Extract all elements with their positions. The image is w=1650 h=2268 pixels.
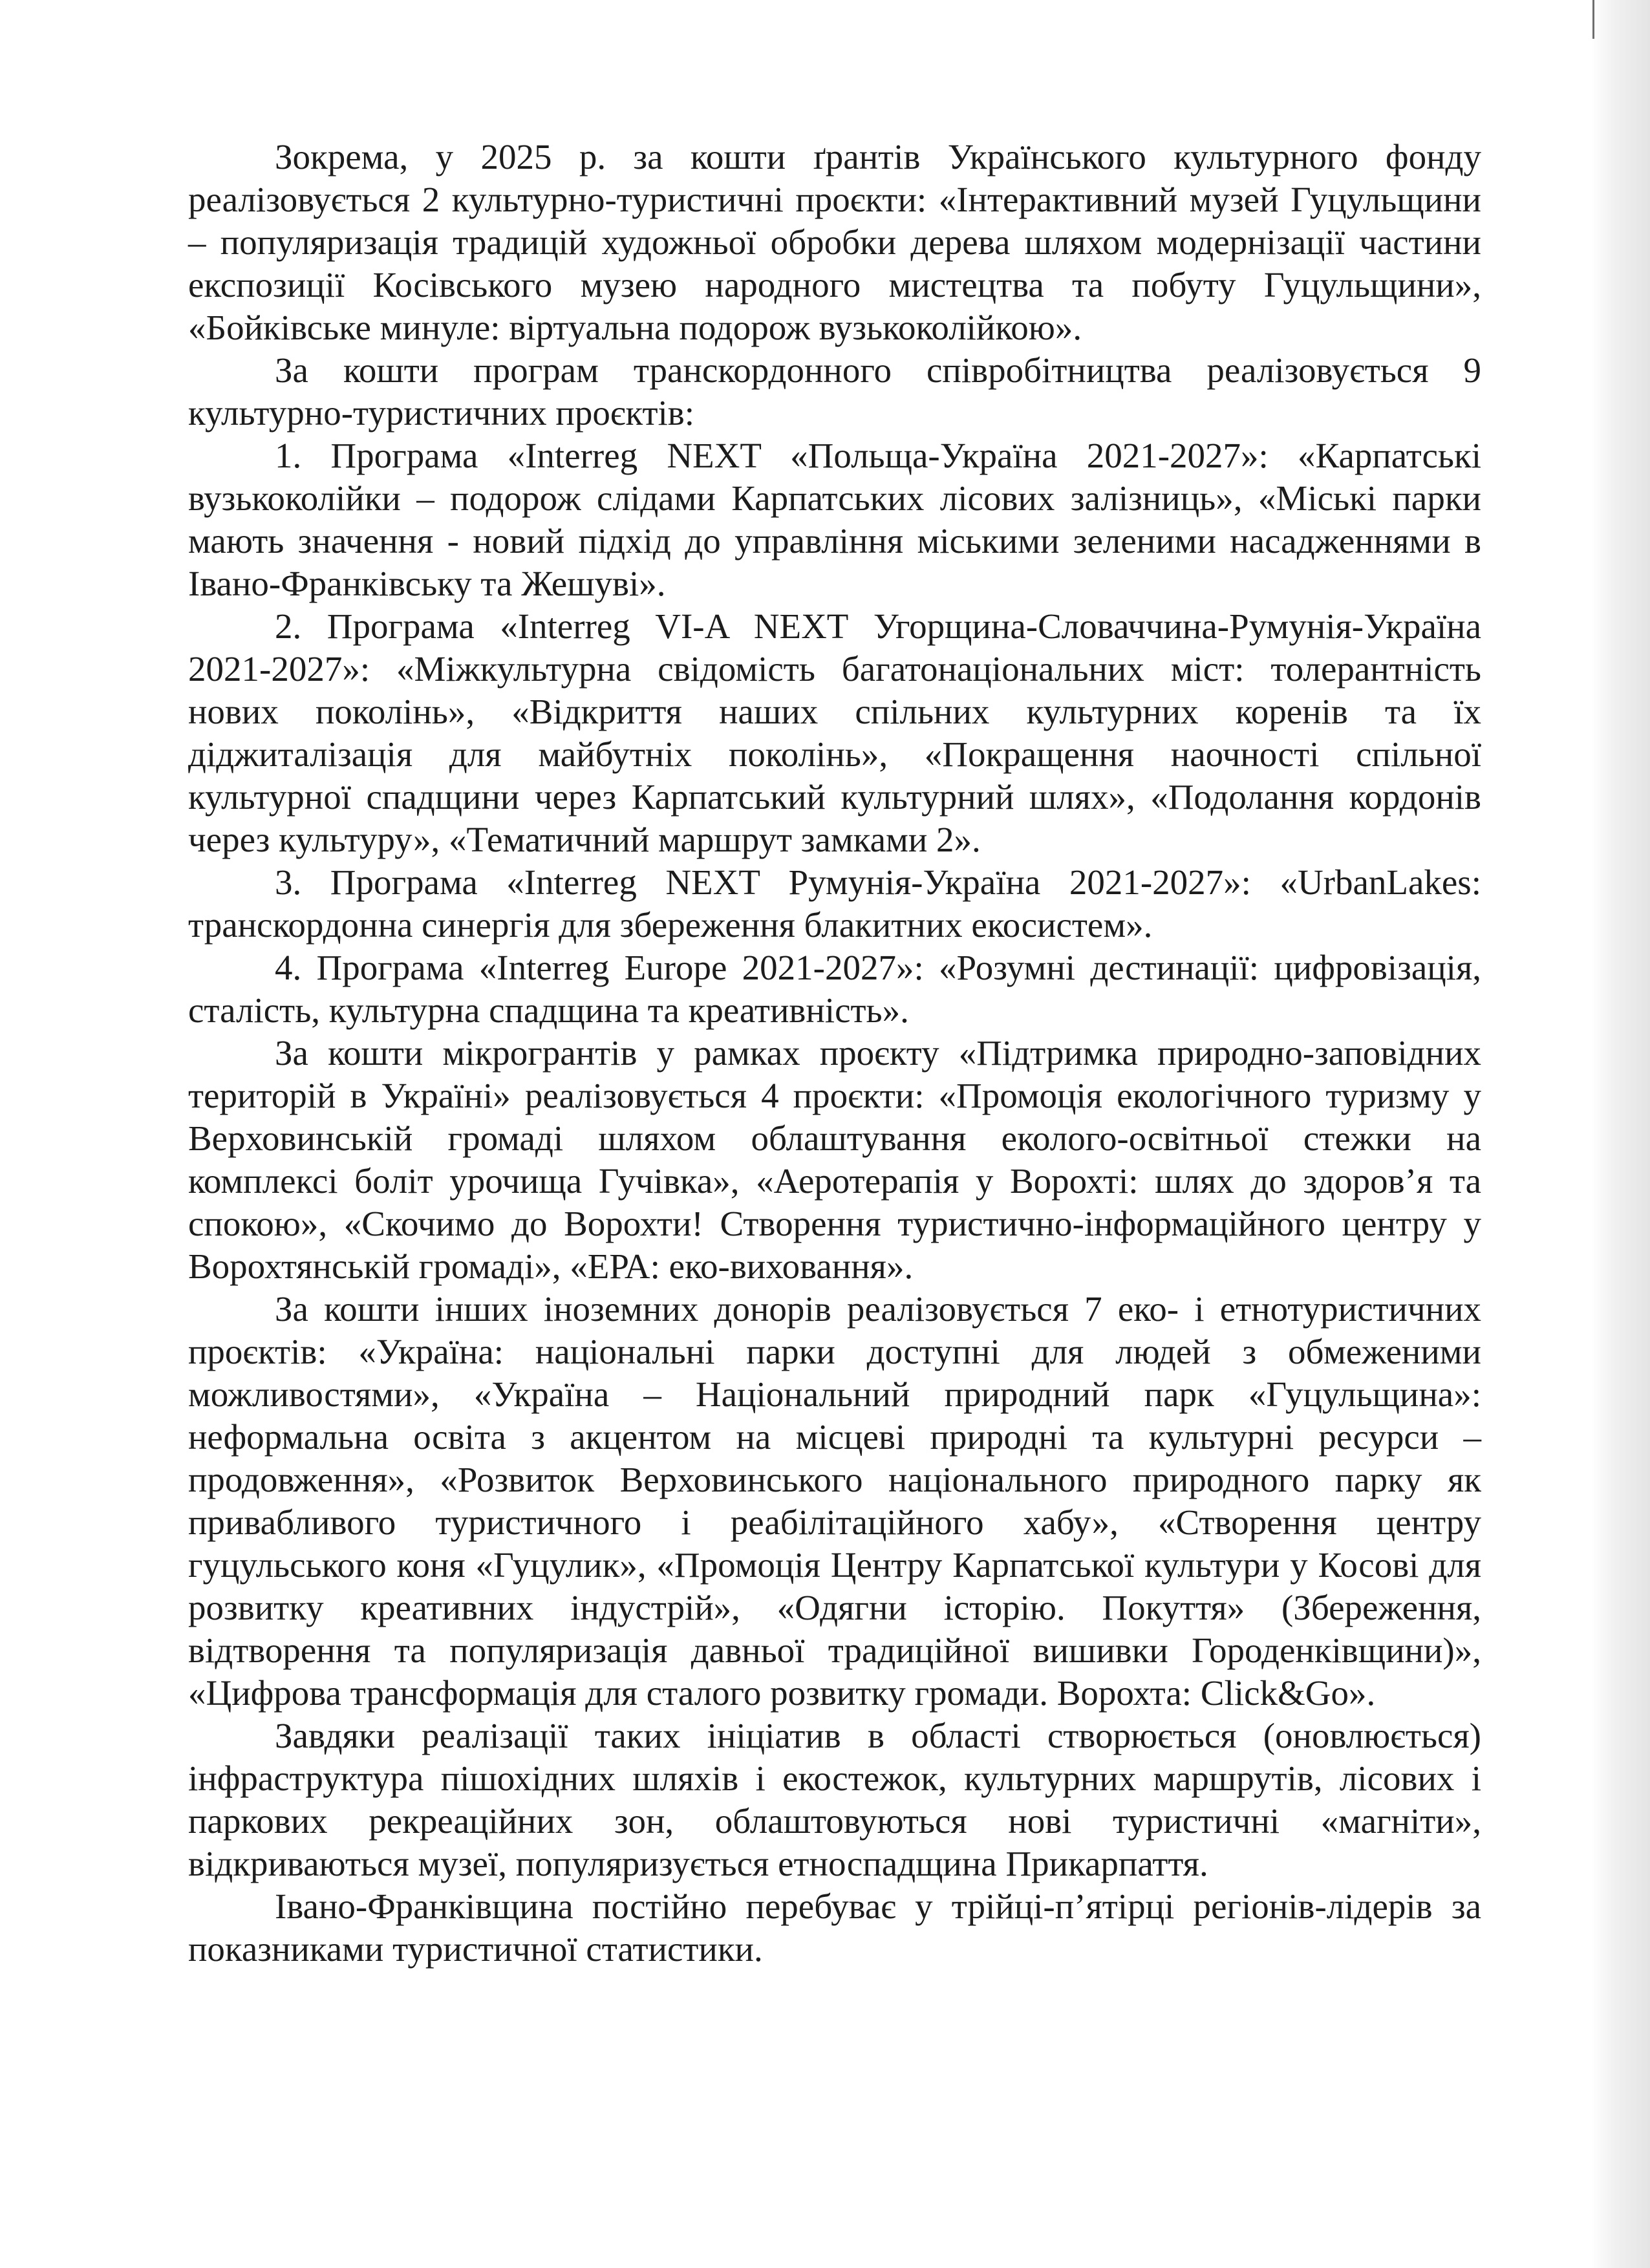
scan-edge-mark bbox=[1592, 0, 1594, 39]
paragraph-region-leaders: Івано-Франківщина постійно перебуває у трійці-п’ятірці регіонів-лідерів за показниками туристичної статистики. bbox=[188, 1887, 1481, 1969]
document-body bbox=[188, 136, 1481, 1971]
paragraph-foreign-donors: За кошти інших іноземних донорів реалізовується 7 еко- і етнотуристичних проєктів: «Україна: національні парки доступні для людей з обмеженими можливостями», «Україна – Національний природний парк «Гуцульщина»: неформальна освіта з акцентом на місцеві природні та культурні ресурси – продовження», «Розвиток Верховинського національного природного парку як привабливого туристичного і реабілітаційного хабу», «Створення центру гуцульського коня «Гуцулик», «Промоція Центру Карпатської культури у Косові для розвитку креативних індустрій», «Одягни історію. Покуття» (Збереження, відтворення та популяризація давньої традиційної вишивки Городенківщини)», «Цифрова трансформація для сталого розвитку громади. Ворохта: Click&Go». bbox=[188, 1289, 1481, 1713]
scan-edge-shadow bbox=[1591, 0, 1650, 2268]
paragraph-infrastructure: Завдяки реалізації таких ініціатив в області створюється (оновлюється) інфраструктура пішохідних шляхів і екостежок, культурних маршрутів, лісових і паркових рекреаційних зон, облаштовуються нові туристичні «магніти», відкриваються музеї, популяризується етноспадщина Прикарпаття. bbox=[188, 1716, 1481, 1883]
paragraph-program-interreg-europe: 4. Програма «Interreg Europe 2021-2027»: «Розумні дестинації: цифровізація, сталість, культурна спадщина та креативність». bbox=[188, 948, 1481, 1030]
paragraph-ucf-grants: Зокрема, у 2025 р. за кошти ґрантів Українського культурного фонду реалізовується 2 культурно-туристичні проєкти: «Інтерактивний музей Гуцульщини – популяризація традицій художньої обробки дерева шляхом модернізації частини експозиції Косівського музею народного мистецтва та побуту Гуцульщини», «Бойківське минуле: віртуальна подорож вузькоколійкою». bbox=[188, 137, 1481, 347]
paragraph-program-poland-ukraine: 1. Програма «Interreg NEXT «Польща-Україна 2021-2027»: «Карпатські вузькоколійки – подорож слідами Карпатських лісових залізниць», «Міські парки мають значення - новий підхід до управління міськими зеленими насадженнями в Івано-Франківську та Жешуві». bbox=[188, 436, 1481, 603]
paragraph-program-hu-sk-ro-ua: 2. Програма «Interreg VI-A NEXT Угорщина-Словаччина-Румунія-Україна 2021-2027»: «Міжкультурна свідомість багатонаціональних міст: толерантність нових поколінь», «Відкриття наших спільних культурних коренів та їх діджиталізація для майбутніх поколінь», «Покращення наочності спільної культурної спадщини через Карпатський культурний шлях», «Подолання кордонів через культуру», «Тематичний маршрут замками 2». bbox=[188, 606, 1481, 859]
paragraph-cross-border-intro: За кошти програм транскордонного співробітництва реалізовується 9 культурно-туристичних проєктів: bbox=[188, 350, 1481, 433]
paragraph-microgrants: За кошти мікрогрантів у рамках проєкту «Підтримка природно-заповідних територій в Україні» реалізовується 4 проєкти: «Промоція екологічного туризму у Верховинській громаді шляхом облаштування еколого-освітньої стежки на комплексі боліт урочища Гучівка», «Аеротерапія у Ворохті: шлях до здоров’я та спокою», «Скочимо до Ворохти! Створення туристично-інформаційного центру у Ворохтянській громаді», «ЕРА: еко-виховання». bbox=[188, 1033, 1481, 1286]
paragraph-program-romania-ukraine: 3. Програма «Interreg NEXT Румунія-Україна 2021-2027»: «UrbanLakes: транскордонна синергія для збереження блакитних екосистем». bbox=[188, 862, 1481, 945]
